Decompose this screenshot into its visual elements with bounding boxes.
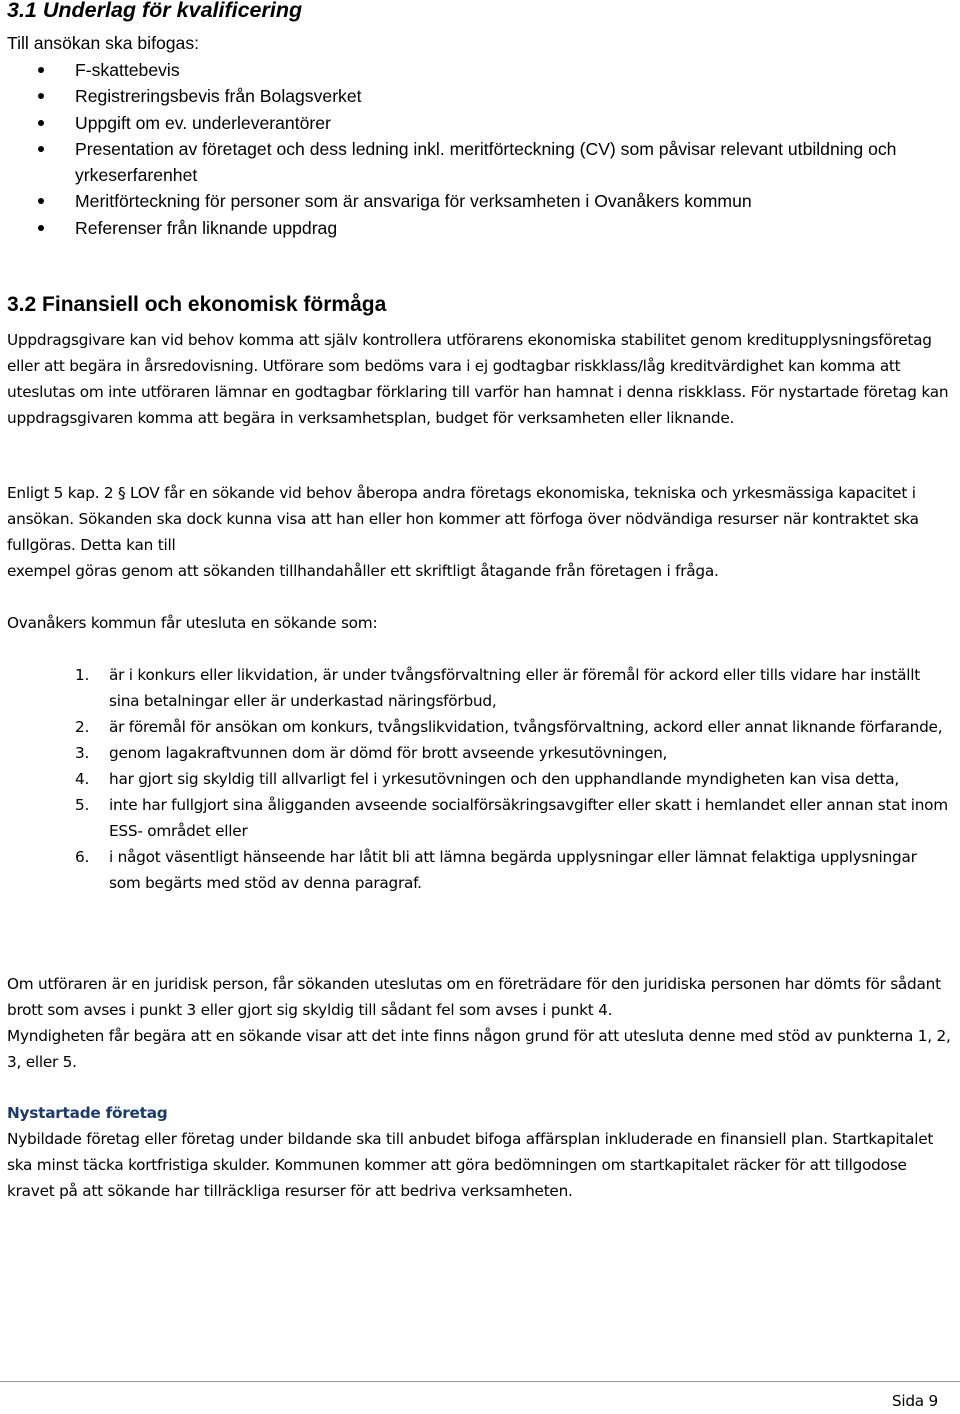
list-item: 2. är föremål för ansökan om konkurs, tvångslikvidation, tvångsförvaltning, ackord eller annat liknande förfarande,	[0, 714, 960, 740]
list-item: Presentation av företaget och dess ledning inkl. meritförteckning (CV) som påvisar relevant utbildning och yrkeserfarenhet	[0, 136, 960, 189]
list-item: 4. har gjort sig skyldig till allvarligt fel i yrkesutövningen och den upphandlande myndigheten kan visa detta,	[0, 766, 960, 792]
list-number: 3.	[75, 744, 90, 762]
exclusion-list	[0, 662, 960, 896]
bullet-icon	[38, 198, 44, 204]
list-item: F-skattebevis	[0, 57, 960, 83]
section-heading-finansiell: 3.2 Finansiell och ekonomisk förmåga	[7, 293, 387, 316]
financial-check-paragraph: Uppdragsgivare kan vid behov komma att själv kontrollera utförarens ekonomiska stabilitet genom kreditupplysningsföretag eller att begära in årsredovisning. Utförare som bedöms vara i ej godtagbar riskklass/låg kreditvärdighet kan komma att uteslutas om inte utföraren lämnar en godtagbar förklaring till varför han hamnat i denna riskklass. För nystartade företag kan uppdragsgivaren komma att begära in verksamhetsplan, budget för verksamheten eller liknande.	[7, 331, 949, 427]
list-number: 1.	[75, 666, 90, 684]
list-item: 3. genom lagakraftvunnen dom är dömd för brott avseende yrkesutövningen,	[0, 740, 960, 766]
lov-paragraph-line2: exempel göras genom att sökanden tillhandahåller ett skriftligt åtagande från företagen i fråga.	[7, 562, 719, 580]
list-number: 4.	[75, 770, 90, 788]
list-item: Uppgift om ev. underleverantörer	[0, 110, 960, 136]
list-item: 6. i något väsentligt hänseende har låtit bli att lämna begärda upplysningar eller lämnat felaktiga upplysningar som begärts med stöd av denna paragraf.	[0, 844, 960, 896]
footer-divider	[0, 1381, 960, 1382]
bullet-icon	[38, 225, 44, 231]
bullet-icon	[38, 67, 44, 73]
list-item: Referenser från liknande uppdrag	[0, 215, 960, 241]
nystartade-paragraph: Nybildade företag eller företag under bildande ska till anbudet bifoga affärsplan inkluderade en finansiell plan. Startkapitalet ska minst täcka kortfristiga skulder. Kommunen kommer att göra bedömningen om startkapitalet räcker för att tillgodose kravet på att sökande har tillräckliga resurser för att bedriva verksamheten.	[7, 1130, 934, 1200]
attachments-list	[0, 57, 960, 241]
bullet-icon	[38, 93, 44, 99]
legal-person-paragraph: Om utföraren är en juridisk person, får sökanden uteslutas om en företrädare för den juridiska personen har dömts för sådant brott som avses i punkt 3 eller gjort sig skyldig till sådant fel som avses i punkt 4.	[7, 975, 941, 1019]
bullet-icon	[38, 146, 44, 152]
list-number: 2.	[75, 718, 90, 736]
exclusion-intro: Ovanåkers kommun får utesluta en sökande som:	[7, 614, 378, 632]
authority-paragraph: Myndigheten får begära att en sökande visar att det inte finns någon grund för att utesluta denne med stöd av punkterna 1, 2, 3, eller 5.	[7, 1027, 951, 1071]
bullet-icon	[38, 120, 44, 126]
list-item: 5. inte har fullgjort sina åligganden avseende socialförsäkringsavgifter eller skatt i hemlandet eller annan stat inom ESS- området eller	[0, 792, 960, 844]
list-item: Registreringsbevis från Bolagsverket	[0, 83, 960, 109]
list-number: 6.	[75, 848, 90, 866]
page-number: Sida 9	[891, 1392, 938, 1410]
attachments-intro: Till ansökan ska bifogas:	[7, 33, 200, 53]
nystartade-heading: Nystartade företag	[7, 1104, 168, 1122]
lov-paragraph-line1: Enligt 5 kap. 2 § LOV får en sökande vid behov åberopa andra företags ekonomiska, tekniska och yrkesmässiga kapacitet i ansökan. Sökanden ska dock kunna visa att han eller hon kommer att förfoga över nödvändiga resurser när kontraktet ska fullgöras. Detta kan till	[7, 484, 919, 554]
section-heading-underlag: 3.1 Underlag för kvalificering	[7, 0, 303, 22]
list-number: 5.	[75, 796, 90, 814]
list-item: Meritförteckning för personer som är ansvariga för verksamheten i Ovanåkers kommun	[0, 188, 960, 214]
list-item: 1. är i konkurs eller likvidation, är under tvångsförvaltning eller är föremål för ackord eller tills vidare har inställt sina betalningar eller är underkastad näringsförbud,	[0, 662, 960, 714]
lov-paragraph	[7, 480, 957, 584]
